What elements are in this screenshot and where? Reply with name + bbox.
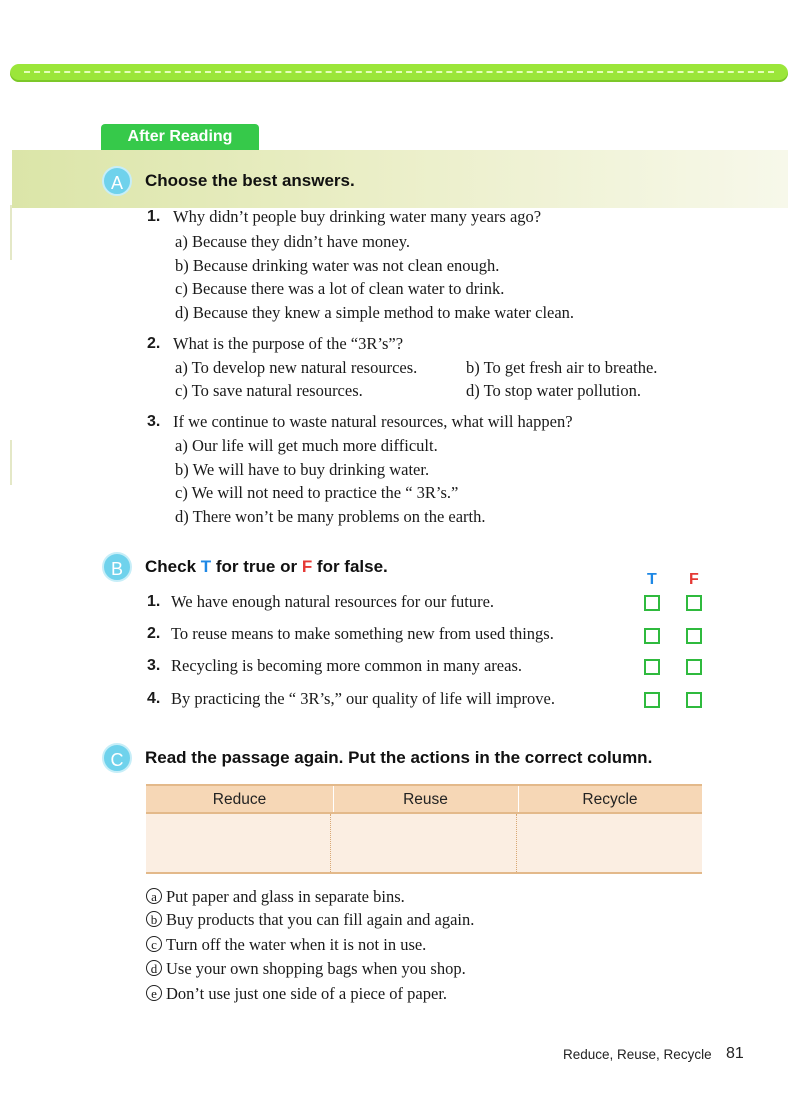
header-divider	[333, 786, 334, 812]
action-a-text: Put paper and glass in separate bins.	[166, 887, 405, 906]
question-2-option-a[interactable]: a) To develop new natural resources.	[175, 358, 418, 377]
page-number: 81	[726, 1045, 744, 1062]
action-c	[146, 935, 426, 955]
action-e	[146, 984, 447, 1004]
table-header-row	[146, 786, 702, 814]
action-d-text: Use your own shopping bags when you shop.	[166, 959, 466, 978]
question-1-option-a[interactable]: a) Because they didn’t have money.	[175, 232, 411, 251]
question-3-option-c[interactable]: c) We will not need to practice the “ 3R’s.”	[175, 483, 459, 502]
header-divider	[518, 786, 519, 812]
question-3-number: 3.	[147, 413, 161, 430]
statement-2-text: To reuse means to make something new from used things.	[171, 624, 554, 643]
statement-3-number: 3.	[147, 657, 161, 674]
after-reading-tag: After Reading	[101, 124, 259, 150]
statement-1-true-checkbox[interactable]	[644, 595, 660, 611]
section-a-title: Choose the best answers.	[145, 171, 355, 190]
question-1-option-c[interactable]: c) Because there was a lot of clean water to drink.	[175, 279, 505, 298]
section-b-title	[145, 557, 388, 577]
action-a	[146, 887, 405, 907]
statement-4-text: By practicing the “ 3R’s,” our quality of life will improve.	[171, 689, 555, 708]
statement-4-number: 4.	[147, 690, 161, 707]
action-e-text: Don’t use just one side of a piece of paper.	[166, 984, 448, 1003]
action-letter-b: b	[146, 911, 162, 927]
question-3-option-a[interactable]: a) Our life will get much more difficult.	[175, 436, 438, 455]
question-1-text: Why didn’t people buy drinking water many years ago?	[173, 207, 542, 226]
statement-1-text: We have enough natural resources for our future.	[171, 592, 495, 611]
statement-2-true-checkbox[interactable]	[644, 628, 660, 644]
ribbon-stitching	[24, 71, 774, 73]
statement-4-true-checkbox[interactable]	[644, 692, 660, 708]
question-2-option-b[interactable]: b) To get fresh air to breathe.	[466, 358, 658, 377]
question-2-text: What is the purpose of the “3R’s”?	[173, 334, 404, 353]
recycle-answer-cell[interactable]	[518, 814, 702, 872]
title-part: Check	[145, 557, 201, 576]
reduce-answer-cell[interactable]	[146, 814, 330, 872]
action-b-text: Buy products that you can fill again and again.	[166, 910, 475, 929]
title-false-letter: F	[301, 557, 313, 576]
statement-3-false-checkbox[interactable]	[686, 659, 702, 675]
section-c-title: Read the passage again. Put the actions in the correct column.	[145, 748, 653, 767]
statement-2-false-checkbox[interactable]	[686, 628, 702, 644]
section-c-icon: C	[102, 743, 132, 773]
action-d	[146, 959, 466, 979]
column-divider	[516, 814, 517, 872]
question-2-option-d[interactable]: d) To stop water pollution.	[466, 381, 641, 400]
statement-1-number: 1.	[147, 593, 161, 610]
statement-3-true-checkbox[interactable]	[644, 659, 660, 675]
question-1-option-d[interactable]: d) Because they knew a simple method to make water clean.	[175, 303, 575, 322]
action-letter-a: a	[146, 888, 162, 904]
edge-mark	[10, 205, 12, 260]
column-divider	[330, 814, 331, 872]
header-ribbon	[10, 64, 788, 82]
action-c-text: Turn off the water when it is not in use.	[166, 935, 427, 954]
title-true-letter: T	[200, 557, 212, 576]
reuse-answer-cell[interactable]	[332, 814, 516, 872]
edge-mark	[10, 440, 12, 485]
action-letter-d: d	[146, 960, 162, 976]
action-b	[146, 910, 474, 930]
question-1-number: 1.	[147, 208, 161, 225]
statement-4-false-checkbox[interactable]	[686, 692, 702, 708]
statement-2-number: 2.	[147, 625, 161, 642]
sorting-table	[146, 784, 702, 874]
section-a-icon: A	[102, 166, 132, 196]
question-2-option-c[interactable]: c) To save natural resources.	[175, 381, 363, 400]
column-header-reduce: Reduce	[212, 791, 267, 808]
statement-3-text: Recycling is becoming more common in many areas.	[171, 656, 522, 675]
title-part: for true or	[211, 557, 302, 576]
question-3-text: If we continue to waste natural resources, what will happen?	[173, 412, 573, 431]
footer-chapter-title: Reduce, Reuse, Recycle	[563, 1047, 712, 1062]
false-column-header: F	[689, 571, 699, 588]
true-column-header: T	[647, 571, 657, 588]
section-b-icon: B	[102, 552, 132, 582]
action-letter-c: c	[146, 936, 162, 952]
question-1-option-b[interactable]: b) Because drinking water was not clean enough.	[175, 256, 500, 275]
question-2-number: 2.	[147, 335, 161, 352]
question-3-option-b[interactable]: b) We will have to buy drinking water.	[175, 460, 430, 479]
column-header-recycle: Recycle	[582, 791, 638, 808]
question-3-option-d[interactable]: d) There won’t be many problems on the earth.	[175, 507, 486, 526]
title-part: for false.	[312, 557, 388, 576]
action-letter-e: e	[146, 985, 162, 1001]
column-header-reuse: Reuse	[403, 791, 448, 808]
statement-1-false-checkbox[interactable]	[686, 595, 702, 611]
